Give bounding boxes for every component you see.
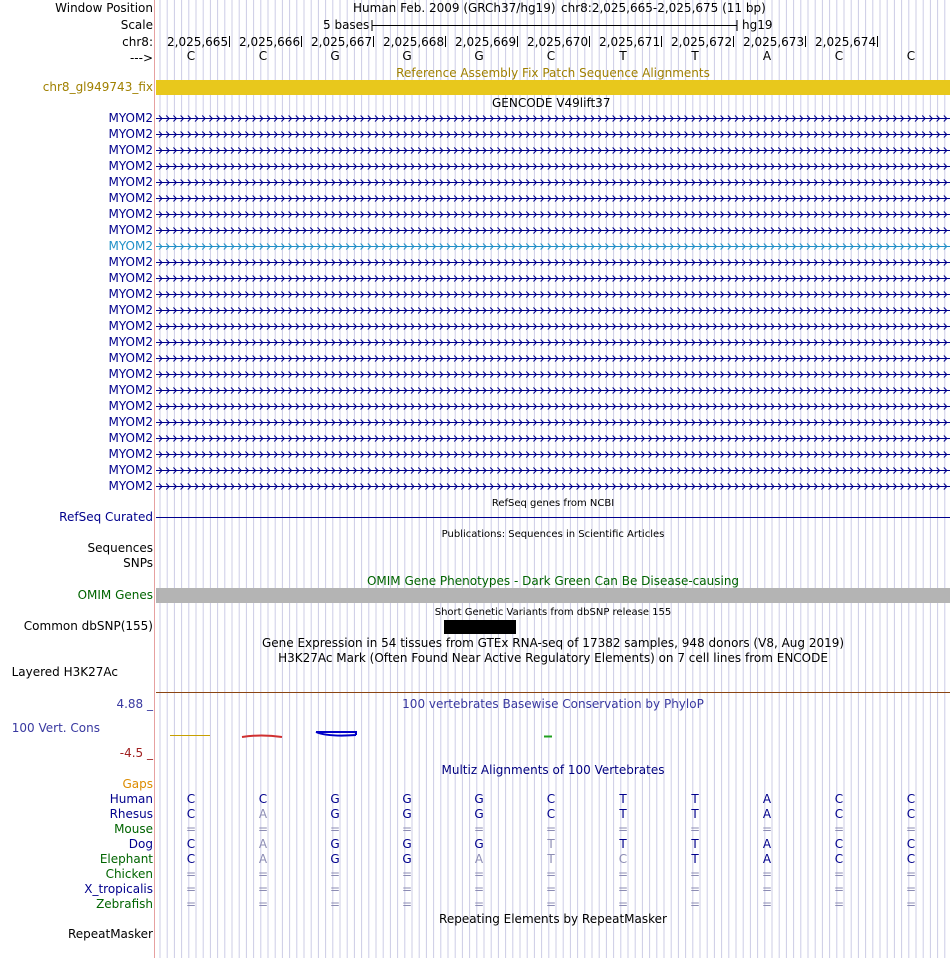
strand-arrow-label: ---> (129, 51, 153, 65)
reference-base: T (691, 49, 699, 63)
omim-title: OMIM Gene Phenotypes - Dark Green Can Be Disease-causing (366, 574, 740, 588)
aligned-base: = (185, 882, 197, 896)
gene-model-myom2 (156, 452, 950, 458)
gene-model-myom2 (156, 404, 950, 410)
publications-title: Publications: Sequences in Scientific Articles (441, 529, 665, 540)
aligned-base: A (762, 852, 772, 866)
aligned-base: C (618, 852, 628, 866)
gene-label-myom2[interactable]: MYOM2 (108, 415, 153, 429)
gene-label-myom2[interactable]: MYOM2 (108, 207, 153, 221)
aligned-base: C (834, 837, 844, 851)
track-label-refseq[interactable]: RefSeq Curated (59, 510, 153, 524)
gene-model-myom2 (156, 228, 950, 234)
gencode-gene-models[interactable] (156, 111, 950, 495)
coord-tick (229, 36, 230, 47)
gene-model-myom2 (156, 436, 950, 442)
coord-tick-label: 2,025,669 (455, 35, 517, 49)
aligned-base: = (761, 882, 773, 896)
gene-model-myom2 (156, 180, 950, 186)
dbsnp-variant[interactable] (444, 620, 516, 634)
aligned-base: = (833, 867, 845, 881)
gene-model-myom2 (156, 340, 950, 346)
gene-model-myom2 (156, 484, 950, 490)
aligned-base: = (761, 822, 773, 836)
aligned-base: A (762, 792, 772, 806)
coord-tick (301, 36, 302, 47)
coord-tick-label: 2,025,668 (383, 35, 445, 49)
aligned-base: = (185, 867, 197, 881)
aligned-base: = (473, 822, 485, 836)
reference-base: T (619, 49, 627, 63)
window-position-label: Window Position (55, 1, 153, 15)
aligned-base: A (258, 807, 268, 821)
aligned-base: T (619, 807, 627, 821)
coord-tick (805, 36, 806, 47)
aligned-base: A (258, 837, 268, 851)
aligned-base: = (257, 882, 269, 896)
gene-label-myom2[interactable]: MYOM2 (108, 383, 153, 397)
aligned-base: = (329, 822, 341, 836)
aligned-base: = (473, 897, 485, 911)
aligned-base: A (762, 807, 772, 821)
gene-label-myom2[interactable]: MYOM2 (108, 431, 153, 445)
aligned-base: = (833, 882, 845, 896)
aligned-base: = (545, 882, 557, 896)
aligned-base: T (691, 852, 699, 866)
gene-label-myom2[interactable]: MYOM2 (108, 111, 153, 125)
aligned-base: = (257, 867, 269, 881)
phylop-min-label: -4.5 _ (119, 746, 153, 760)
gene-label-myom2[interactable]: MYOM2 (108, 191, 153, 205)
multiz-title: Multiz Alignments of 100 Vertebrates (441, 763, 665, 777)
reference-base: C (258, 49, 268, 63)
species-label[interactable]: Zebrafish (96, 897, 153, 911)
coord-tick (517, 36, 518, 47)
phylop-title: 100 vertebrates Basewise Conservation by PhyloP (402, 697, 704, 711)
aligned-base: G (330, 837, 340, 851)
species-label[interactable]: Dog (128, 837, 153, 851)
aligned-base: G (402, 837, 412, 851)
coord-tick-label: 2,025,666 (239, 35, 301, 49)
gene-model-myom2 (156, 260, 950, 266)
aligned-base: C (258, 792, 268, 806)
gene-model-myom2 (156, 292, 950, 298)
gene-model-myom2 (156, 308, 950, 314)
refseq-gene-line[interactable] (156, 517, 950, 518)
gencode-title: GENCODE V49lift37 (492, 96, 611, 110)
gene-label-myom2[interactable]: MYOM2 (108, 159, 153, 173)
gene-model-myom2 (156, 116, 950, 122)
aligned-base: C (186, 807, 196, 821)
gene-label-myom2[interactable]: MYOM2 (108, 479, 153, 493)
track-label-snps[interactable]: SNPs (123, 556, 153, 570)
reference-base: C (186, 49, 196, 63)
aligned-base: G (474, 792, 484, 806)
scale-bar (371, 18, 739, 33)
gene-model-myom2 (156, 196, 950, 202)
aligned-base: = (689, 897, 701, 911)
gene-model-myom2 (156, 164, 950, 170)
aligned-base: = (401, 867, 413, 881)
aligned-base: G (330, 792, 340, 806)
track-label-sequences[interactable]: Sequences (87, 541, 153, 555)
scale-db: hg19 (742, 18, 773, 32)
aligned-base: C (186, 837, 196, 851)
aligned-base: = (905, 882, 917, 896)
track-label-fix-patch[interactable]: chr8_gl949743_fix (42, 80, 153, 94)
reference-base: A (762, 49, 772, 63)
aligned-base: = (689, 867, 701, 881)
gene-label-myom2[interactable]: MYOM2 (108, 463, 153, 477)
aligned-base: C (546, 792, 556, 806)
aligned-base: = (329, 867, 341, 881)
gtex-title: Gene Expression in 54 tissues from GTEx RNA-seq of 17382 samples, 948 donors (V8, Aug 2019) (261, 636, 845, 650)
gene-model-myom2 (156, 324, 950, 330)
aligned-base: = (257, 822, 269, 836)
gene-model-myom2 (156, 420, 950, 426)
gene-label-myom2[interactable]: MYOM2 (108, 143, 153, 157)
aligned-base: = (905, 822, 917, 836)
aligned-base: = (401, 882, 413, 896)
aligned-base: = (689, 882, 701, 896)
track-labels (0, 0, 155, 958)
reference-base: C (834, 49, 844, 63)
aligned-base: = (329, 882, 341, 896)
aligned-base: = (545, 897, 557, 911)
aligned-base: A (762, 837, 772, 851)
coord-tick-label: 2,025,672 (671, 35, 733, 49)
aligned-base: = (617, 897, 629, 911)
aligned-base: = (257, 897, 269, 911)
aligned-base: = (833, 822, 845, 836)
species-label[interactable]: Mouse (114, 822, 153, 836)
gene-model-myom2 (156, 212, 950, 218)
aligned-base: C (186, 852, 196, 866)
gene-model-myom2 (156, 148, 950, 154)
track-label-omim[interactable]: OMIM Genes (77, 588, 153, 602)
coord-tick-label: 2,025,674 (815, 35, 877, 49)
gene-label-myom2[interactable]: MYOM2 (108, 287, 153, 301)
aligned-base: = (761, 897, 773, 911)
gene-label-myom2[interactable]: MYOM2 (108, 335, 153, 349)
aligned-base: C (906, 792, 916, 806)
scale-label: Scale (120, 18, 153, 32)
aligned-base: T (691, 807, 699, 821)
aligned-base: = (905, 867, 917, 881)
coord-tick-label: 2,025,667 (311, 35, 373, 49)
phylop-max-label: 4.88 _ (116, 697, 153, 711)
aligned-base: = (401, 897, 413, 911)
aligned-base: = (833, 897, 845, 911)
h3k27ac-title: H3K27Ac Mark (Often Found Near Active Regulatory Elements) on 7 cell lines from ENCODE (278, 651, 828, 665)
species-label[interactable]: Elephant (99, 852, 153, 866)
aligned-base: A (258, 852, 268, 866)
reference-base: G (330, 49, 340, 63)
aligned-base: C (906, 852, 916, 866)
gene-label-myom2[interactable]: MYOM2 (108, 399, 153, 413)
aligned-base: G (402, 852, 412, 866)
aligned-base: G (402, 807, 412, 821)
coord-tick (589, 36, 590, 47)
aligned-base: C (834, 807, 844, 821)
aligned-base: = (617, 882, 629, 896)
repeatmasker-title: Repeating Elements by RepeatMasker (439, 912, 667, 926)
species-label[interactable]: Chicken (105, 867, 153, 881)
coord-tick (877, 36, 878, 47)
gene-label-myom2[interactable]: MYOM2 (108, 223, 153, 237)
aligned-base: T (547, 852, 555, 866)
aligned-base: = (185, 897, 197, 911)
track-label-h3k27ac[interactable]: Layered H3K27Ac (11, 665, 118, 679)
gene-model-myom2 (156, 132, 950, 138)
aligned-base: = (545, 822, 557, 836)
gene-model-myom2 (156, 372, 950, 378)
aligned-base: C (546, 807, 556, 821)
aligned-base: G (330, 807, 340, 821)
gene-model-myom2 (156, 468, 950, 474)
dbsnp-title: Short Genetic Variants from dbSNP release 155 (434, 607, 672, 618)
gene-model-myom2 (156, 244, 950, 250)
coord-tick (733, 36, 734, 47)
phylop-signal[interactable] (156, 725, 950, 745)
coord-tick (373, 36, 374, 47)
aligned-base: = (761, 867, 773, 881)
fix-patch-bar[interactable] (156, 80, 950, 95)
aligned-base: = (545, 867, 557, 881)
aligned-base: = (905, 897, 917, 911)
track-divider (156, 692, 950, 693)
aligned-base: T (547, 837, 555, 851)
chr-label: chr8: (122, 35, 153, 49)
aligned-base: G (330, 852, 340, 866)
coord-tick-label: 2,025,673 (743, 35, 805, 49)
coord-tick-label: 2,025,665 (167, 35, 229, 49)
aligned-base: T (619, 837, 627, 851)
track-label-vert-cons[interactable]: 100 Vert. Cons (11, 721, 100, 735)
reference-base: G (474, 49, 484, 63)
aligned-base: T (619, 792, 627, 806)
gene-label-myom2[interactable]: MYOM2 (108, 303, 153, 317)
species-label[interactable]: Rhesus (109, 807, 153, 821)
aligned-base: = (185, 822, 197, 836)
gene-label-myom2[interactable]: MYOM2 (108, 319, 153, 333)
aligned-base: T (691, 792, 699, 806)
gene-label-myom2[interactable]: MYOM2 (108, 447, 153, 461)
aligned-base: C (906, 807, 916, 821)
refseq-title: RefSeq genes from NCBI (491, 498, 615, 509)
aligned-base: G (402, 792, 412, 806)
coord-tick (445, 36, 446, 47)
aligned-base: = (689, 822, 701, 836)
aligned-base: = (473, 867, 485, 881)
gene-model-myom2 (156, 276, 950, 282)
gene-label-myom2[interactable]: MYOM2 (108, 255, 153, 269)
coord-tick-label: 2,025,670 (527, 35, 589, 49)
species-label[interactable]: Human (109, 792, 153, 806)
aligned-base: = (617, 822, 629, 836)
aligned-base: G (474, 837, 484, 851)
gene-model-myom2 (156, 356, 950, 362)
reference-base: G (402, 49, 412, 63)
gene-label-myom2[interactable]: MYOM2 (108, 127, 153, 141)
fix-patch-title: Reference Assembly Fix Patch Sequence Alignments (396, 66, 710, 80)
aligned-base: G (474, 807, 484, 821)
gene-label-myom2[interactable]: MYOM2 (108, 175, 153, 189)
aligned-base: = (617, 867, 629, 881)
aligned-base: A (474, 852, 484, 866)
aligned-base: = (329, 897, 341, 911)
reference-base: C (906, 49, 916, 63)
reference-base: C (546, 49, 556, 63)
aligned-base: C (906, 837, 916, 851)
species-label[interactable]: X_tropicalis (84, 882, 153, 896)
gene-label-myom2[interactable]: MYOM2 (108, 351, 153, 365)
aligned-base: = (401, 822, 413, 836)
omim-gene-bar[interactable] (156, 588, 950, 603)
track-label-gaps[interactable]: Gaps (122, 777, 153, 791)
gene-model-myom2 (156, 388, 950, 394)
gene-label-myom2[interactable]: MYOM2 (108, 239, 153, 253)
aligned-base: T (691, 837, 699, 851)
track-image[interactable] (156, 0, 950, 958)
coord-tick (661, 36, 662, 47)
aligned-base: C (834, 792, 844, 806)
gene-label-myom2[interactable]: MYOM2 (108, 367, 153, 381)
track-label-dbsnp[interactable]: Common dbSNP(155) (23, 619, 153, 633)
scale-text: 5 bases (323, 18, 370, 32)
aligned-base: = (473, 882, 485, 896)
track-label-repeatmasker[interactable]: RepeatMasker (67, 927, 153, 941)
coord-tick-label: 2,025,671 (599, 35, 661, 49)
label-divider (154, 0, 155, 958)
aligned-base: C (834, 852, 844, 866)
aligned-base: C (186, 792, 196, 806)
gene-label-myom2[interactable]: MYOM2 (108, 271, 153, 285)
position-title: chr8:2,025,665-2,025,675 (11 bp) (561, 1, 766, 15)
assembly-title: Human Feb. 2009 (GRCh37/hg19) (353, 1, 556, 15)
